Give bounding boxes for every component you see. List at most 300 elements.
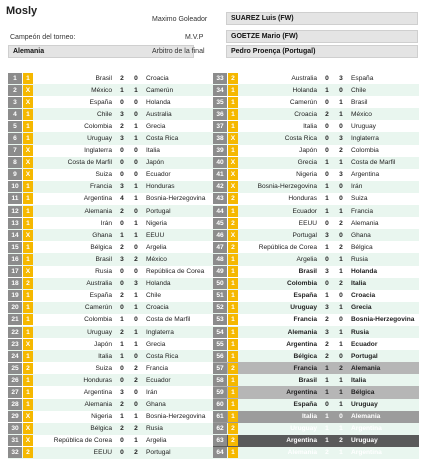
home-score[interactable]: 0 [325,401,329,409]
home-score[interactable]: 2 [120,243,124,251]
away-score[interactable]: 2 [134,425,138,433]
table-row [213,386,419,398]
home-team: Bélgica [293,352,317,360]
home-score[interactable]: 0 [120,304,124,312]
away-score[interactable]: 0 [134,159,138,167]
away-score[interactable]: 1 [339,110,343,118]
home-score[interactable]: 0 [120,437,124,445]
home-score[interactable]: 0 [120,376,124,384]
match-number: 62 [213,423,227,434]
away-score[interactable]: 0 [134,207,138,215]
home-team: Ecuador [292,207,317,215]
away-team: Holanda [146,98,171,106]
away-score[interactable]: 1 [134,328,138,336]
table-row [8,72,214,84]
home-team: Uruguay [87,328,112,336]
away-score[interactable]: 2 [134,255,138,263]
away-score[interactable]: 0 [339,231,343,239]
home-team: Italia [98,352,112,360]
away-team: Ecuador [351,340,378,348]
away-team: Uruguay [351,122,376,130]
home-team: Argentina [286,340,317,348]
home-team: México [91,86,112,94]
table-row [8,374,214,386]
home-score[interactable]: 0 [325,135,329,143]
table-row [213,72,419,84]
away-team: Italia [351,280,367,288]
away-score[interactable]: 1 [339,98,343,106]
away-score[interactable]: 0 [339,86,343,94]
match-number: 61 [213,411,227,422]
match-number: 9 [8,169,22,180]
table-row [213,266,419,278]
prediction-marker: 1 [228,206,238,217]
home-score[interactable]: 1 [120,86,124,94]
away-score[interactable]: 1 [339,376,343,384]
home-team: Camerún [289,98,317,106]
home-team: Australia [291,74,317,82]
home-team: Colombia [286,280,317,288]
match-number: 59 [213,387,227,398]
away-score[interactable]: 2 [339,243,343,251]
table-row [213,338,419,350]
away-score[interactable]: 0 [339,292,343,300]
away-score[interactable]: 0 [134,98,138,106]
home-score[interactable]: 0 [120,449,124,457]
away-team: Grecia [146,340,166,348]
prediction-marker: 1 [23,133,33,144]
table-row [213,84,419,96]
home-team: Bosnia-Herzegovina [257,183,317,191]
prediction-marker: 1 [228,278,238,289]
home-team: Colombia [84,122,112,130]
away-team: México [351,110,372,118]
away-team: Italia [351,376,367,384]
home-score[interactable]: 2 [120,328,124,336]
home-score[interactable]: 0 [120,219,124,227]
match-number: 53 [213,314,227,325]
home-score[interactable]: 0 [120,98,124,106]
home-team: Alemania [84,401,112,409]
away-score[interactable]: 1 [134,195,138,203]
away-score[interactable]: 0 [134,171,138,179]
away-score[interactable]: 1 [134,86,138,94]
home-score[interactable]: 2 [120,292,124,300]
prediction-marker: 1 [23,193,33,204]
home-score[interactable]: 2 [120,207,124,215]
away-score[interactable]: 2 [134,376,138,384]
away-score[interactable]: 0 [134,268,138,276]
home-score[interactable]: 0 [120,364,124,372]
home-score[interactable]: 1 [325,388,329,396]
match-number: 36 [213,109,227,120]
away-score[interactable]: 0 [134,74,138,82]
home-score[interactable]: 2 [325,110,329,118]
prediction-marker: 1 [23,254,33,265]
home-score[interactable]: 1 [120,340,124,348]
away-score[interactable]: 0 [339,122,343,130]
match-number: 45 [213,218,227,229]
match-number: 6 [8,133,22,144]
home-team: Alemania [84,207,112,215]
match-number: 17 [8,266,22,277]
table-row [8,447,214,459]
home-team: Portugal [292,231,317,239]
match-number: 44 [213,206,227,217]
away-score[interactable]: 1 [339,340,343,348]
top-scorer-label: Maximo Goleador [152,16,208,23]
away-team: Alemania [351,219,379,227]
table-row [213,193,419,205]
away-team: Italia [146,147,160,155]
prediction-marker: 1 [23,181,33,192]
home-score[interactable]: 1 [120,231,124,239]
away-score[interactable]: 0 [339,352,343,360]
referee-label: Arbitro de la final [152,48,205,55]
home-score[interactable]: 0 [325,255,329,263]
away-score[interactable]: 2 [134,364,138,372]
home-score[interactable]: 1 [325,183,329,191]
away-team: Portugal [146,207,171,215]
table-row [213,302,419,314]
home-score[interactable]: 0 [325,98,329,106]
prediction-marker: 1 [23,242,33,253]
table-row [8,96,214,108]
matches-left-column [8,72,214,459]
away-score[interactable]: 1 [339,425,343,433]
away-team: Inglaterra [146,328,174,336]
away-score[interactable]: 3 [339,171,343,179]
away-score[interactable]: 3 [134,280,138,288]
prediction-marker: X [228,133,238,144]
referee-value[interactable]: Pedro Proença (Portugal) [226,45,418,58]
away-score[interactable]: 1 [339,304,343,312]
prediction-marker: 1 [228,327,238,338]
away-score[interactable]: 1 [134,413,138,421]
table-row [8,157,214,169]
home-score[interactable]: 3 [120,255,124,263]
away-team: Nigeria [146,219,167,227]
away-team: Costa de Marfil [351,159,396,167]
home-score[interactable]: 0 [120,159,124,167]
match-number: 50 [213,278,227,289]
table-row [213,108,419,120]
home-score[interactable]: 1 [325,425,329,433]
home-team: Uruguay [87,135,112,143]
table-row [213,314,419,326]
away-team: Alemania [351,413,381,421]
prediction-marker: 1 [23,399,33,410]
match-number: 35 [213,97,227,108]
home-score[interactable]: 0 [120,171,124,179]
table-row [8,205,214,217]
match-number: 15 [8,242,22,253]
away-score[interactable]: 0 [134,316,138,324]
away-score[interactable]: 1 [339,328,343,336]
away-score[interactable]: 0 [134,388,138,396]
home-score[interactable]: 1 [325,159,329,167]
table-row [213,96,419,108]
prediction-marker: 1 [23,218,33,229]
table-row [8,399,214,411]
match-number: 21 [8,314,22,325]
prediction-marker: 1 [228,375,238,386]
match-number: 7 [8,145,22,156]
home-team: Francia [90,183,112,191]
home-score[interactable]: 3 [325,231,329,239]
away-team: Rusia [351,255,368,263]
away-score[interactable]: 1 [134,231,138,239]
home-team: Uruguay [290,304,317,312]
home-score[interactable]: 1 [120,352,124,360]
home-score[interactable]: 0 [325,280,329,288]
away-score[interactable]: 1 [134,183,138,191]
match-number: 14 [8,230,22,241]
away-score[interactable]: 1 [339,401,343,409]
table-row [213,181,419,193]
home-score[interactable]: 1 [325,364,329,372]
home-score[interactable]: 1 [325,195,329,203]
away-team: Costa Rica [146,352,179,360]
home-score[interactable]: 2 [120,74,124,82]
table-row [213,447,419,459]
away-score[interactable]: 1 [134,135,138,143]
away-score[interactable]: 0 [339,195,343,203]
away-team: Holanda [146,280,171,288]
match-number: 32 [8,447,22,458]
away-score[interactable]: 3 [339,74,343,82]
away-score[interactable]: 3 [339,135,343,143]
table-row [213,435,419,447]
home-team: Honduras [83,376,112,384]
away-team: Portugal [146,449,171,457]
home-score[interactable]: 2 [120,401,124,409]
prediction-marker: 1 [23,302,33,313]
away-team: Grecia [351,304,372,312]
prediction-marker: 2 [23,278,33,289]
match-number: 31 [8,435,22,446]
home-score[interactable]: 1 [325,207,329,215]
away-team: Francia [351,207,373,215]
page-title: Mosly [6,5,38,17]
home-score[interactable]: 2 [120,122,124,130]
table-row [213,205,419,217]
prediction-marker: X [228,230,238,241]
match-number: 34 [213,85,227,96]
prediction-marker: 1 [228,145,238,156]
prediction-marker: 1 [228,121,238,132]
away-team: Suiza [351,195,368,203]
prediction-marker: X [23,339,33,350]
away-score[interactable]: 1 [339,268,343,276]
match-number: 2 [8,85,22,96]
table-row [8,326,214,338]
match-number: 1 [8,73,22,84]
home-score[interactable]: 2 [325,352,329,360]
table-row [213,399,419,411]
table-row [8,229,214,241]
home-score[interactable]: 2 [325,449,329,457]
home-score[interactable]: 0 [120,280,124,288]
match-number: 48 [213,254,227,265]
home-score[interactable]: 0 [325,219,329,227]
table-row [8,411,214,423]
home-score[interactable]: 3 [120,388,124,396]
home-score[interactable]: 1 [120,413,124,421]
away-team: Portugal [351,352,378,360]
away-score[interactable]: 1 [339,388,343,396]
prediction-marker: X [23,85,33,96]
home-score[interactable]: 0 [120,268,124,276]
away-team: Honduras [146,183,175,191]
home-team: Suiza [95,364,112,372]
match-number: 64 [213,447,227,458]
home-team: Suiza [95,171,112,179]
away-team: Rusia [351,328,369,336]
home-score[interactable]: 0 [120,147,124,155]
away-score[interactable]: 1 [134,304,138,312]
away-team: Argelia [146,243,167,251]
table-row [213,350,419,362]
prediction-marker: 1 [228,97,238,108]
home-score[interactable]: 1 [325,413,329,421]
away-team: Croacia [146,74,169,82]
match-number: 4 [8,109,22,120]
away-score[interactable]: 2 [134,449,138,457]
away-team: Croacia [351,292,376,300]
match-number: 55 [213,339,227,350]
home-score[interactable]: 1 [325,243,329,251]
home-score[interactable]: 0 [325,74,329,82]
prediction-marker: X [228,157,238,168]
away-score[interactable]: 0 [134,147,138,155]
table-row [8,253,214,265]
home-team: Alemania [287,449,317,457]
prediction-marker: X [23,169,33,180]
home-score[interactable]: 1 [325,437,329,445]
away-team: Argentina [351,449,382,457]
home-team: Rusia [95,268,112,276]
away-score[interactable]: 0 [339,413,343,421]
home-score[interactable]: 3 [325,268,329,276]
home-score[interactable]: 3 [120,135,124,143]
away-team: Inglaterra [351,135,379,143]
champion-value[interactable]: Alemania [8,45,194,58]
home-team: Alemania [287,328,317,336]
match-number: 26 [8,375,22,386]
away-score[interactable]: 0 [339,183,343,191]
home-score[interactable]: 1 [325,376,329,384]
away-team: República de Corea [146,268,205,276]
away-score[interactable]: 1 [134,122,138,130]
home-score[interactable]: 3 [325,328,329,336]
away-score[interactable]: 2 [339,437,343,445]
away-score[interactable]: 0 [134,243,138,251]
home-score[interactable]: 0 [325,122,329,130]
away-score[interactable]: 1 [134,340,138,348]
table-row [8,290,214,302]
away-score[interactable]: 0 [134,110,138,118]
away-score[interactable]: 1 [134,292,138,300]
away-team: México [146,255,167,263]
away-score[interactable]: 2 [339,219,343,227]
table-row [213,145,419,157]
away-team: Uruguay [351,401,378,409]
home-score[interactable]: 3 [120,183,124,191]
home-score[interactable]: 3 [325,304,329,312]
away-score[interactable]: 1 [339,255,343,263]
home-score[interactable]: 4 [120,195,124,203]
prediction-marker: 2 [228,193,238,204]
home-score[interactable]: 0 [325,171,329,179]
away-score[interactable]: 0 [339,316,343,324]
prediction-marker: 1 [228,302,238,313]
home-score[interactable]: 0 [325,147,329,155]
away-score[interactable]: 1 [339,449,343,457]
away-team: Irán [146,388,158,396]
away-score[interactable]: 1 [134,437,138,445]
prediction-marker: 1 [228,399,238,410]
away-score[interactable]: 2 [339,147,343,155]
home-team: Argentina [286,437,317,445]
table-row [8,241,214,253]
prediction-marker: X [228,181,238,192]
table-row [213,229,419,241]
prediction-marker: 2 [23,447,33,458]
table-row [8,350,214,362]
away-team: Ghana [351,231,371,239]
home-score[interactable]: 2 [325,340,329,348]
mvp-value[interactable]: GOETZE Mario (FW) [226,30,418,43]
home-team: República de Corea [53,437,112,445]
away-score[interactable]: 1 [339,207,343,215]
away-team: Bélgica [351,243,373,251]
home-team: Francia [293,364,317,372]
table-row [213,290,419,302]
table-row [8,278,214,290]
home-score[interactable]: 1 [120,316,124,324]
away-score[interactable]: 2 [339,364,343,372]
home-score[interactable]: 1 [325,292,329,300]
match-number: 47 [213,242,227,253]
prediction-marker: 2 [228,435,238,446]
table-row [8,169,214,181]
away-team: Australia [146,110,172,118]
home-score[interactable]: 2 [325,316,329,324]
prediction-marker: 2 [228,242,238,253]
match-number: 40 [213,157,227,168]
top-scorer-value[interactable]: SUAREZ Luis (FW) [226,12,418,25]
table-row [213,374,419,386]
prediction-marker: 1 [23,121,33,132]
home-score[interactable]: 1 [325,86,329,94]
match-number: 11 [8,193,22,204]
home-team: Japón [94,340,112,348]
prediction-marker: 1 [23,314,33,325]
away-score[interactable]: 0 [134,352,138,360]
away-score[interactable]: 2 [339,280,343,288]
table-row [213,362,419,374]
match-number: 18 [8,278,22,289]
home-team: Nigeria [91,413,112,421]
home-score[interactable]: 2 [120,425,124,433]
away-score[interactable]: 0 [134,401,138,409]
home-team: Brasil [95,74,112,82]
match-number: 3 [8,97,22,108]
away-score[interactable]: 1 [134,219,138,227]
away-score[interactable]: 1 [339,159,343,167]
home-score[interactable]: 3 [120,110,124,118]
